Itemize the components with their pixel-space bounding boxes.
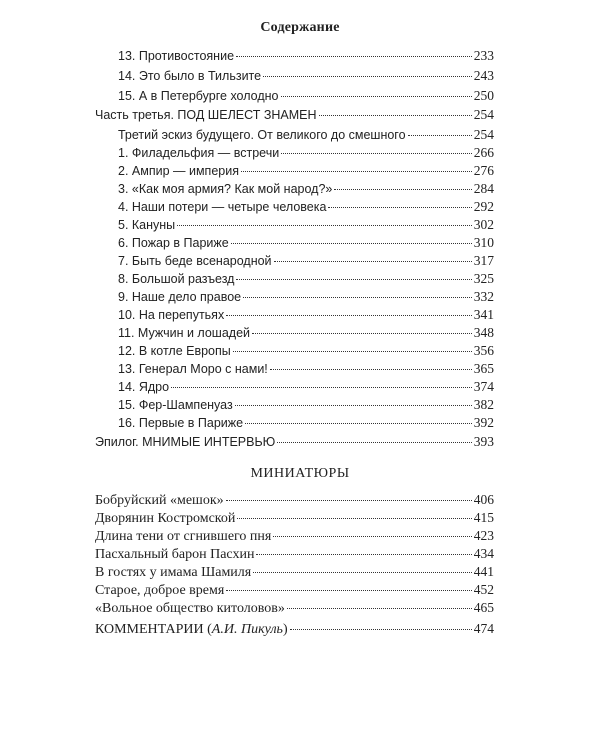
toc-entry-title: 10. На перепутьях xyxy=(118,308,225,322)
toc-entry xyxy=(118,288,494,306)
toc-entry-page: 292 xyxy=(473,199,494,214)
comments-page: 474 xyxy=(473,621,494,636)
miniature-title: «Вольное общество китоловов» xyxy=(95,601,285,616)
toc-entry xyxy=(118,198,494,216)
toc-entry-page: 325 xyxy=(473,271,494,286)
toc-entry-title: 6. Пожар в Париже xyxy=(118,236,229,250)
leader-dots xyxy=(233,350,472,352)
leader-dots xyxy=(273,535,471,537)
comments-title-main: КОММЕНТАРИИ ( xyxy=(95,622,212,637)
toc-entry xyxy=(118,324,494,342)
leader-dots xyxy=(226,314,472,316)
miniature-title: Бобруйский «мешок» xyxy=(95,493,224,508)
toc-entry-page: 348 xyxy=(473,325,494,340)
toc-entry xyxy=(118,306,494,324)
leader-dots xyxy=(243,296,472,298)
toc-entry-page: 284 xyxy=(473,181,494,196)
toc-entry-page: 310 xyxy=(473,235,494,250)
toc-entry-title: 3. «Как моя армия? Как мой народ?» xyxy=(118,182,333,196)
toc-entry-page: 365 xyxy=(473,361,494,376)
miniature-entry xyxy=(95,527,494,546)
toc-entry-title: 7. Быть беде всенародной xyxy=(118,254,272,268)
leader-dots xyxy=(226,589,471,591)
miniature-page: 415 xyxy=(473,510,494,525)
toc-entry-page: 266 xyxy=(473,145,494,160)
toc-entry xyxy=(118,360,494,378)
toc-entry-title: 12. В котле Европы xyxy=(118,344,231,358)
toc-entry-page: 243 xyxy=(473,68,494,83)
leader-dots xyxy=(252,332,472,334)
toc-entry-page: 233 xyxy=(473,48,494,63)
toc-entry-title: 8. Большой разъезд xyxy=(118,272,235,286)
toc-epilogue-title: Эпилог. МНИМЫЕ ИНТЕРВЬЮ xyxy=(95,435,276,449)
miniature-title: Дворянин Костромской xyxy=(95,511,236,526)
toc-entry-title: 14. Это было в Тильзите xyxy=(118,69,262,83)
toc-entry-page: 392 xyxy=(473,415,494,430)
leader-dots xyxy=(235,404,472,406)
toc-entry-page: 302 xyxy=(473,217,494,232)
leader-dots xyxy=(334,188,471,190)
leader-dots xyxy=(177,224,472,226)
toc-entry xyxy=(118,270,494,288)
toc-entry xyxy=(118,414,494,432)
toc-entry-title: 15. А в Петербурге холодно xyxy=(118,89,279,103)
miniature-page: 406 xyxy=(473,492,494,507)
toc-entry-title: 16. Первые в Париже xyxy=(118,416,244,430)
miniature-page: 452 xyxy=(473,582,494,597)
leader-dots xyxy=(328,206,471,208)
leader-dots xyxy=(281,95,472,97)
toc-entry xyxy=(118,162,494,180)
miniature-title: Старое, доброе время xyxy=(95,583,225,598)
leader-dots xyxy=(270,368,472,370)
miniature-page: 434 xyxy=(473,546,494,561)
comments-entry xyxy=(95,620,494,639)
leader-dots xyxy=(281,152,472,154)
miniature-page: 441 xyxy=(473,564,494,579)
toc-entry-page: 356 xyxy=(473,343,494,358)
miniature-title: Пасхальный барон Пасхин xyxy=(95,547,255,562)
leader-dots xyxy=(245,422,472,424)
toc-entry-title: 4. Наши потери — четыре человека xyxy=(118,200,327,214)
toc-entry xyxy=(118,87,494,105)
toc-entry xyxy=(118,252,494,270)
toc-entry-page: 317 xyxy=(473,253,494,268)
leader-dots xyxy=(171,386,472,388)
miniature-page: 465 xyxy=(473,600,494,615)
leader-dots xyxy=(290,628,472,630)
toc-entry-title: 13. Противостояние xyxy=(118,49,235,63)
leader-dots xyxy=(287,607,472,609)
toc-entry xyxy=(118,47,494,65)
leader-dots xyxy=(274,260,472,262)
toc-entry-page: 374 xyxy=(473,379,494,394)
leader-dots xyxy=(256,553,471,555)
toc-entry-title: 13. Генерал Моро с нами! xyxy=(118,362,268,376)
miniature-entry xyxy=(95,599,494,618)
leader-dots xyxy=(319,114,472,116)
miniature-entry xyxy=(95,563,494,582)
toc-entry-title: Третий эскиз будущего. От великого до смешного xyxy=(118,128,406,142)
toc-entry-title: 15. Фер-Шампенуаз xyxy=(118,398,233,412)
miniature-entry xyxy=(95,581,494,600)
toc-epilogue-page: 393 xyxy=(473,434,494,449)
page-title: Содержание xyxy=(260,20,340,35)
toc-entry-title: 9. Наше дело правое xyxy=(118,290,242,304)
miniature-title: Длина тени от сгнившего пня xyxy=(95,529,272,544)
leader-dots xyxy=(253,571,472,573)
leader-dots xyxy=(236,55,472,57)
miniature-entry xyxy=(95,545,494,564)
toc-entry xyxy=(118,342,494,360)
toc-entry-page: 341 xyxy=(473,307,494,322)
toc-entry xyxy=(118,396,494,414)
toc-entry xyxy=(118,378,494,396)
comments-author: А.И. Пикуль xyxy=(211,622,283,637)
toc-entry-title: 14. Ядро xyxy=(118,380,170,394)
miniature-entry xyxy=(95,509,494,528)
leader-dots xyxy=(241,170,472,172)
toc-entry-title: 1. Филадельфия — встречи xyxy=(118,146,280,160)
comments-title-close: ) xyxy=(282,622,288,637)
leader-dots xyxy=(408,134,472,136)
toc-part-title: Часть третья. ПОД ШЕЛЕСТ ЗНАМЕН xyxy=(95,108,317,122)
leader-dots xyxy=(236,278,471,280)
toc-entry xyxy=(118,216,494,234)
leader-dots xyxy=(277,441,471,443)
toc-entry-page: 382 xyxy=(473,397,494,412)
toc-entry-page: 332 xyxy=(473,289,494,304)
toc-entry xyxy=(118,126,494,144)
leader-dots xyxy=(237,517,471,519)
toc-entry-page: 250 xyxy=(473,88,494,103)
toc-entry xyxy=(118,144,494,162)
miniature-title: В гостях у имама Шамиля xyxy=(95,565,252,580)
toc-epilogue xyxy=(95,433,494,451)
toc-entry xyxy=(118,180,494,198)
toc-part-heading xyxy=(95,106,494,124)
toc-entry xyxy=(118,234,494,252)
comments-title xyxy=(95,621,288,639)
miniatures-heading: МИНИАТЮРЫ xyxy=(250,466,350,481)
toc-entry-title: 11. Мужчин и лошадей xyxy=(118,326,251,340)
miniature-entry xyxy=(95,491,494,510)
miniature-page: 423 xyxy=(473,528,494,543)
leader-dots xyxy=(231,242,472,244)
toc-entry xyxy=(118,67,494,85)
leader-dots xyxy=(226,499,472,501)
toc-entry-title: 2. Ампир — империя xyxy=(118,164,239,178)
leader-dots xyxy=(263,75,472,77)
toc-entry-page: 276 xyxy=(473,163,494,178)
toc-entry-title: 5. Кануны xyxy=(118,218,176,232)
toc-entry-page: 254 xyxy=(473,127,494,142)
toc-part-page: 254 xyxy=(473,107,494,122)
